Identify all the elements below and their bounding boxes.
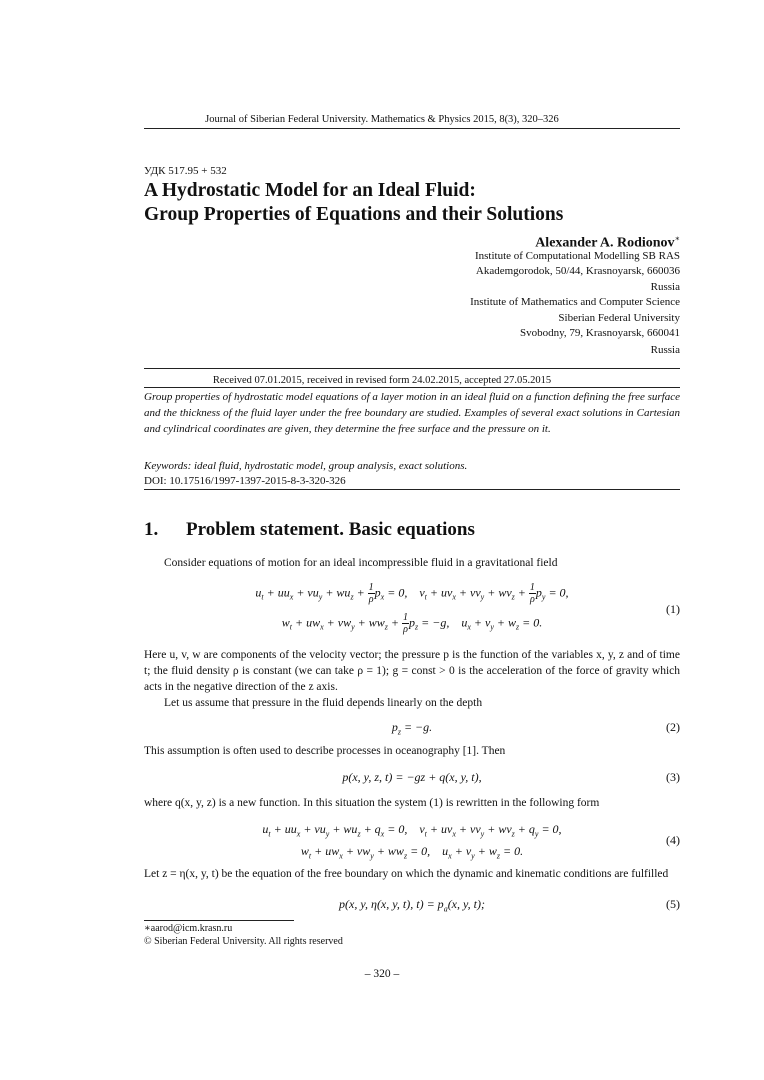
- footnote-rule: [144, 920, 294, 921]
- equation-5: p(x, y, η(x, y, t), $t) = p_a(x$, y, t);: [339, 897, 485, 914]
- equation-3: p(x, y, z, t) = −gz + q(x, y, t),: [342, 770, 482, 784]
- paragraph: Let us assume that pressure in the fluid depends linearly on the depth: [164, 697, 483, 709]
- paragraph: Let z = η(x, y, t) be the equation of the free boundary on which the dynamic and kinematic conditions are fulfilled: [144, 868, 669, 880]
- title-line-1: A Hydrostatic Model for an Ideal Fluid:: [144, 180, 476, 201]
- abstract-bottom-rule: [144, 489, 680, 490]
- equation-number: (4): [666, 833, 680, 847]
- equation-4-line-1: $u_t + uu_x + vu_y + wu_z + q_x = 0$, $v_t + uv_x + vv_y + wv_z + q_y = 0$,: [262, 822, 562, 839]
- header-rule: [144, 128, 680, 129]
- equation-number: (5): [666, 897, 680, 911]
- author-footnote-mark: ∗: [674, 234, 680, 243]
- section-heading: [144, 519, 475, 541]
- abstract-top-rule: [144, 368, 680, 369]
- received-rule: [144, 387, 680, 388]
- section-number: 1.: [144, 519, 159, 540]
- affiliation-line: Akademgorodok, 50/44, Krasnoyarsk, 660036: [475, 265, 680, 277]
- affiliation-line: Siberian Federal University: [558, 312, 680, 324]
- title-line-2: Group Properties of Equations and their Solutions: [144, 204, 564, 225]
- received-dates: Received 07.01.2015, received in revised form 24.02.2015, accepted 27.05.2015: [212, 375, 552, 386]
- udk-code: УДК 517.95 + 532: [144, 165, 227, 177]
- affiliation-line: Svobodny, 79, Krasnoyarsk, 660041: [520, 327, 680, 339]
- affiliation-line: Russia: [650, 344, 680, 356]
- running-head: Journal of Siberian Federal University. Mathematics & Physics 2015, 8(3), 320–326: [205, 114, 559, 125]
- affiliation-line: Institute of Mathematics and Computer Science: [470, 296, 680, 308]
- paragraph: Consider equations of motion for an ideal incompressible fluid in a gravitational field: [164, 557, 558, 569]
- section-title: Problem statement. Basic equations: [186, 519, 475, 540]
- equation-4-line-2: $w_t + uw_x + vw_y + ww_z = 0$, $u_x + v_y + w_z = 0$.: [300, 844, 524, 861]
- author-name-text: Alexander A. Rodionov: [535, 235, 675, 251]
- paragraph: where q(x, y, z) is a new function. In this situation the system (1) is rewritten in the following form: [144, 797, 600, 809]
- affiliation-line: Institute of Computational Modelling SB RAS: [474, 250, 680, 262]
- footnote-copyright: © Siberian Federal University. All rights reserved: [144, 936, 343, 947]
- equation-1-line-2: $w_t + uw_x + vw_y + ww_z$ + $\frac{1}{\rho}$ $p_z = -g$, $u_x + v_y + w_z = 0$.: [281, 612, 543, 635]
- equation-number: (3): [666, 770, 680, 784]
- page-number: – 320 –: [364, 968, 400, 980]
- paragraph: This assumption is often used to describe processes in oceanography [1]. Then: [144, 745, 506, 757]
- paragraph: Here u, v, w are components of the velocity vector; the pressure p is the function of the variables x, y, z and of time t; the fluid density ρ is constant (we can take ρ = 1); g = const > 0 is the acceleration of the force of gravity which acts in the negative direction of the z axis.: [144, 649, 680, 693]
- keywords: Keywords: ideal fluid, hydrostatic model, group analysis, exact solutions.: [144, 460, 468, 472]
- equation-number: (2): [666, 720, 680, 734]
- abstract-text: Group properties of hydrostatic model equations of a layer motion in an ideal fluid on a function defining the free surface and the thickness of the fluid layer under the free boundary are studied. Examples of several exact solutions in Cartesian and cylindrical coordinates are given, they determine the free surface and the pressure on it.: [144, 391, 680, 435]
- equation-number: (1): [666, 602, 680, 616]
- equation-1-line-1: $u_t + uu_x + vu_y + wu_z$ + $\frac{1}{\rho}$ $p_x = 0$, $v_t + uv_x + vv_y + wv_z$ + $\frac{1}{\rho}$ $p_y = 0$,: [255, 582, 569, 605]
- doi: DOI: 10.17516/1997-1397-2015-8-3-320-326: [144, 475, 346, 487]
- footnote-email: ∗aarod@icm.krasn.ru: [144, 923, 233, 934]
- affiliation-line: Russia: [650, 281, 680, 293]
- equation-2: $p_z = -g$.: [391, 720, 433, 737]
